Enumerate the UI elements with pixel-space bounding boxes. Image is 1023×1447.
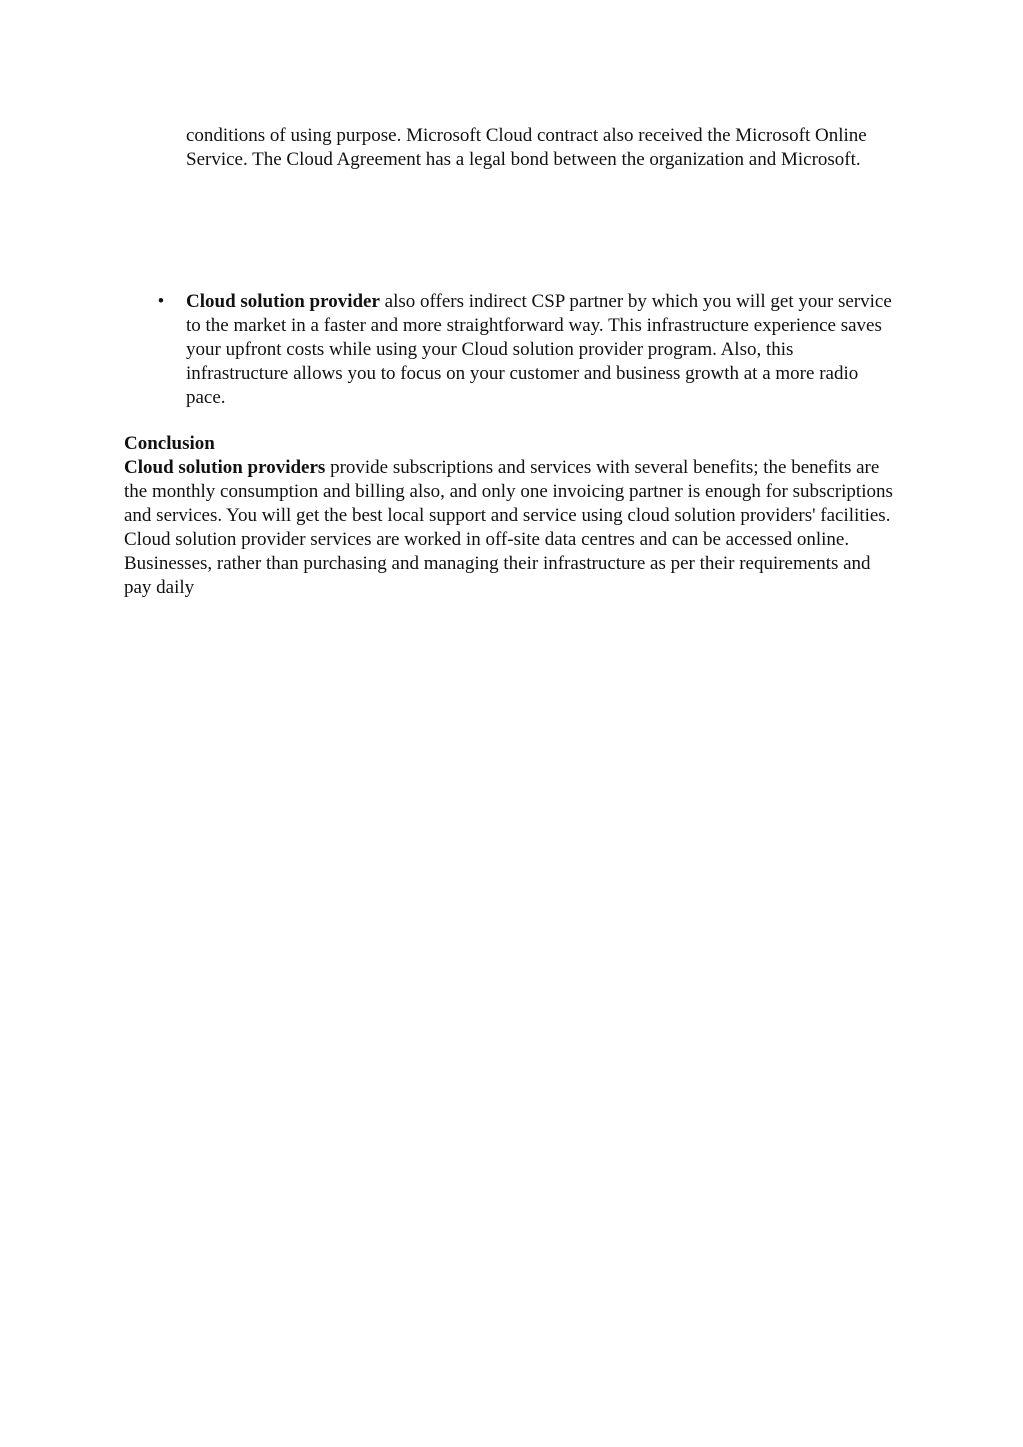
bullet-marker: • xyxy=(157,291,165,312)
bullet-bold-lead: Cloud solution provider xyxy=(186,291,380,312)
bullet-text: also offers indirect CSP partner by which you will get your service to the market in a faster and more straightforward way. This infrastructure experience saves your upfront costs while using your Cloud solution provider program. Also, this infrastructure allows you to focus on your customer and business growth at a more radio pace. xyxy=(186,291,892,408)
conclusion-heading: Conclusion xyxy=(124,433,215,454)
conclusion-section xyxy=(124,432,894,600)
conclusion-bold-lead: Cloud solution providers xyxy=(124,457,326,478)
continuation-text: conditions of using purpose. Microsoft Cloud contract also received the Microsoft Online Service. The Cloud Agreement has a legal bond between the organization and Microsoft. xyxy=(186,125,867,170)
list-item xyxy=(157,290,898,410)
conclusion-text: provide subscriptions and services with several benefits; the benefits are the monthly consumption and billing also, and only one invoicing partner is enough for subscriptions and services. You will get the best local support and service using cloud solution providers' facilities. Cloud solution provider services are worked in off-site data centres and can be accessed online. Businesses, rather than purchasing and managing their infrastructure as per their requirements and pay daily xyxy=(124,457,893,598)
continuation-paragraph xyxy=(186,124,896,172)
